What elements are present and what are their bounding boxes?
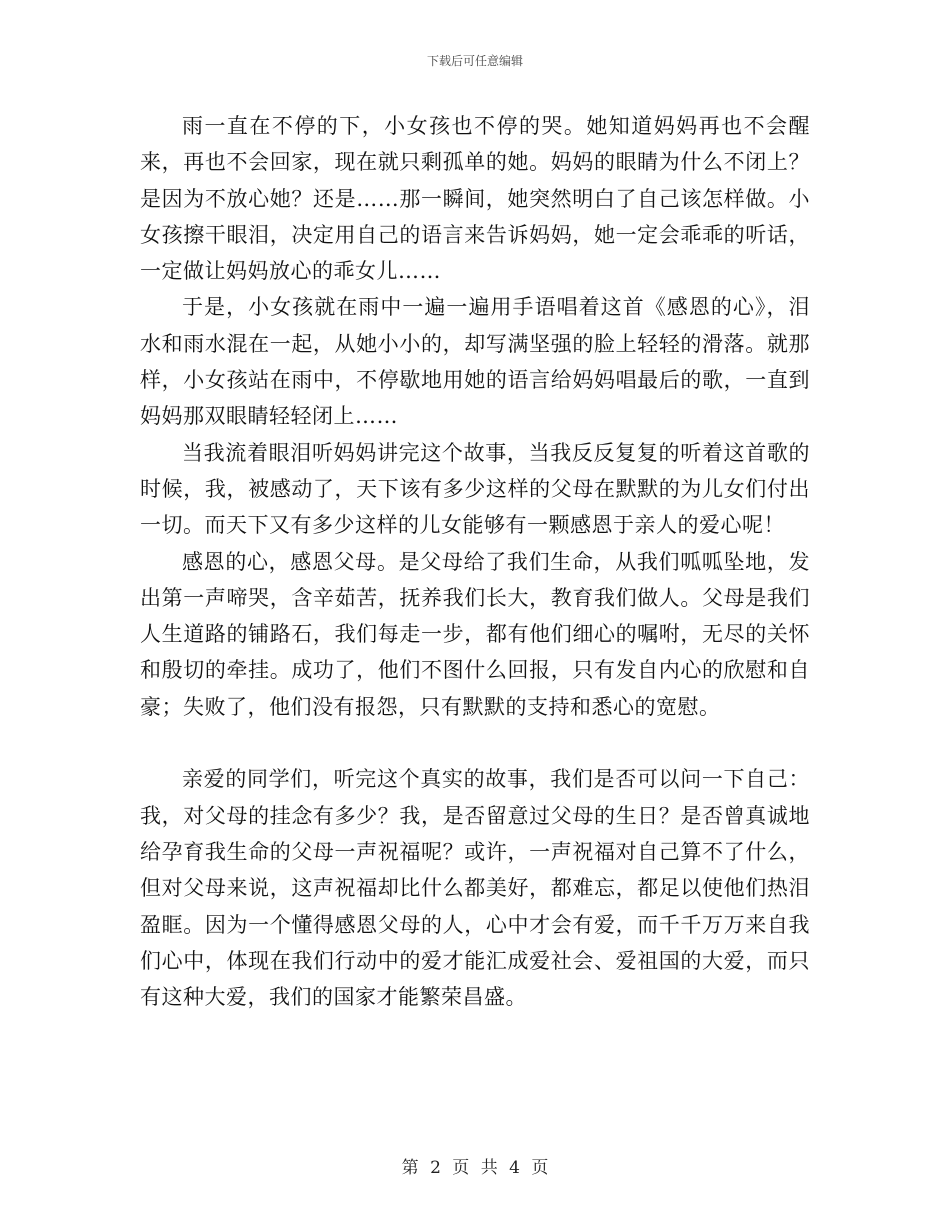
page-header: 下载后可任意编辑 [426, 54, 523, 68]
paragraph-3: 当我流着眼泪听妈妈讲完这个故事，当我反反复复的听着这首歌的时候，我，被感动了，天下该有多少这样的父母在默默的为儿女们付出一切。而天下又有多少这样的儿女能够有一颗感恩于亲人的爱心呢！ [140, 440, 810, 538]
blank-line [140, 725, 810, 761]
page-number: 第 2 页 共 4 页 [401, 1158, 549, 1178]
paragraph-1: 雨一直在不停的下，小女孩也不停的哭。她知道妈妈再也不会醒来，再也不会回家，现在就只剩孤单的她。妈妈的眼睛为什么不闭上？是因为不放心她？还是……那一瞬间，她突然明白了自己该怎样做。小女孩擦干眼泪，决定用自己的语言来告诉妈妈，她一定会乖乖的听话，一定做让妈妈放心的乖女儿…… [140, 114, 810, 284]
paragraph-4: 感恩的心，感恩父母。是父母给了我们生命，从我们呱呱坠地，发出第一声啼哭，含辛茹苦，抚养我们长大，教育我们做人。父母是我们人生道路的铺路石，我们每走一步，都有他们细心的嘱咐，无尽的关怀和殷切的牵挂。成功了，他们不图什么回报，只有发自内心的欣慰和自豪；失败了，他们没有报怨，只有默默的支持和悉心的宽慰。 [140, 549, 810, 719]
paragraph-5: 亲爱的同学们，听完这个真实的故事，我们是否可以问一下自己：我，对父母的挂念有多少？我，是否留意过父母的生日？是否曾真诚地给孕育我生命的父母一声祝福呢？或许，一声祝福对自己算不了什么，但对父母来说，这声祝福却比什么都美好，都难忘，都足以使他们热泪盈眶。因为一个懂得感恩父母的人，心中才会有爱，而千千万万来自我们心中，体现在我们行动中的爱才能汇成爱社会、爱祖国的大爱，而只有这种大爱，我们的国家才能繁荣昌盛。 [140, 767, 810, 1010]
paragraph-2: 于是，小女孩就在雨中一遍一遍用手语唱着这首《感恩的心》，泪水和雨水混在一起，从她小小的，却写满坚强的脸上轻轻的滑落。就那样，小女孩站在雨中，不停歇地用她的语言给妈妈唱最后的歌，一直到妈妈那双眼睛轻轻闭上…… [140, 295, 810, 429]
document-body [140, 108, 810, 1015]
